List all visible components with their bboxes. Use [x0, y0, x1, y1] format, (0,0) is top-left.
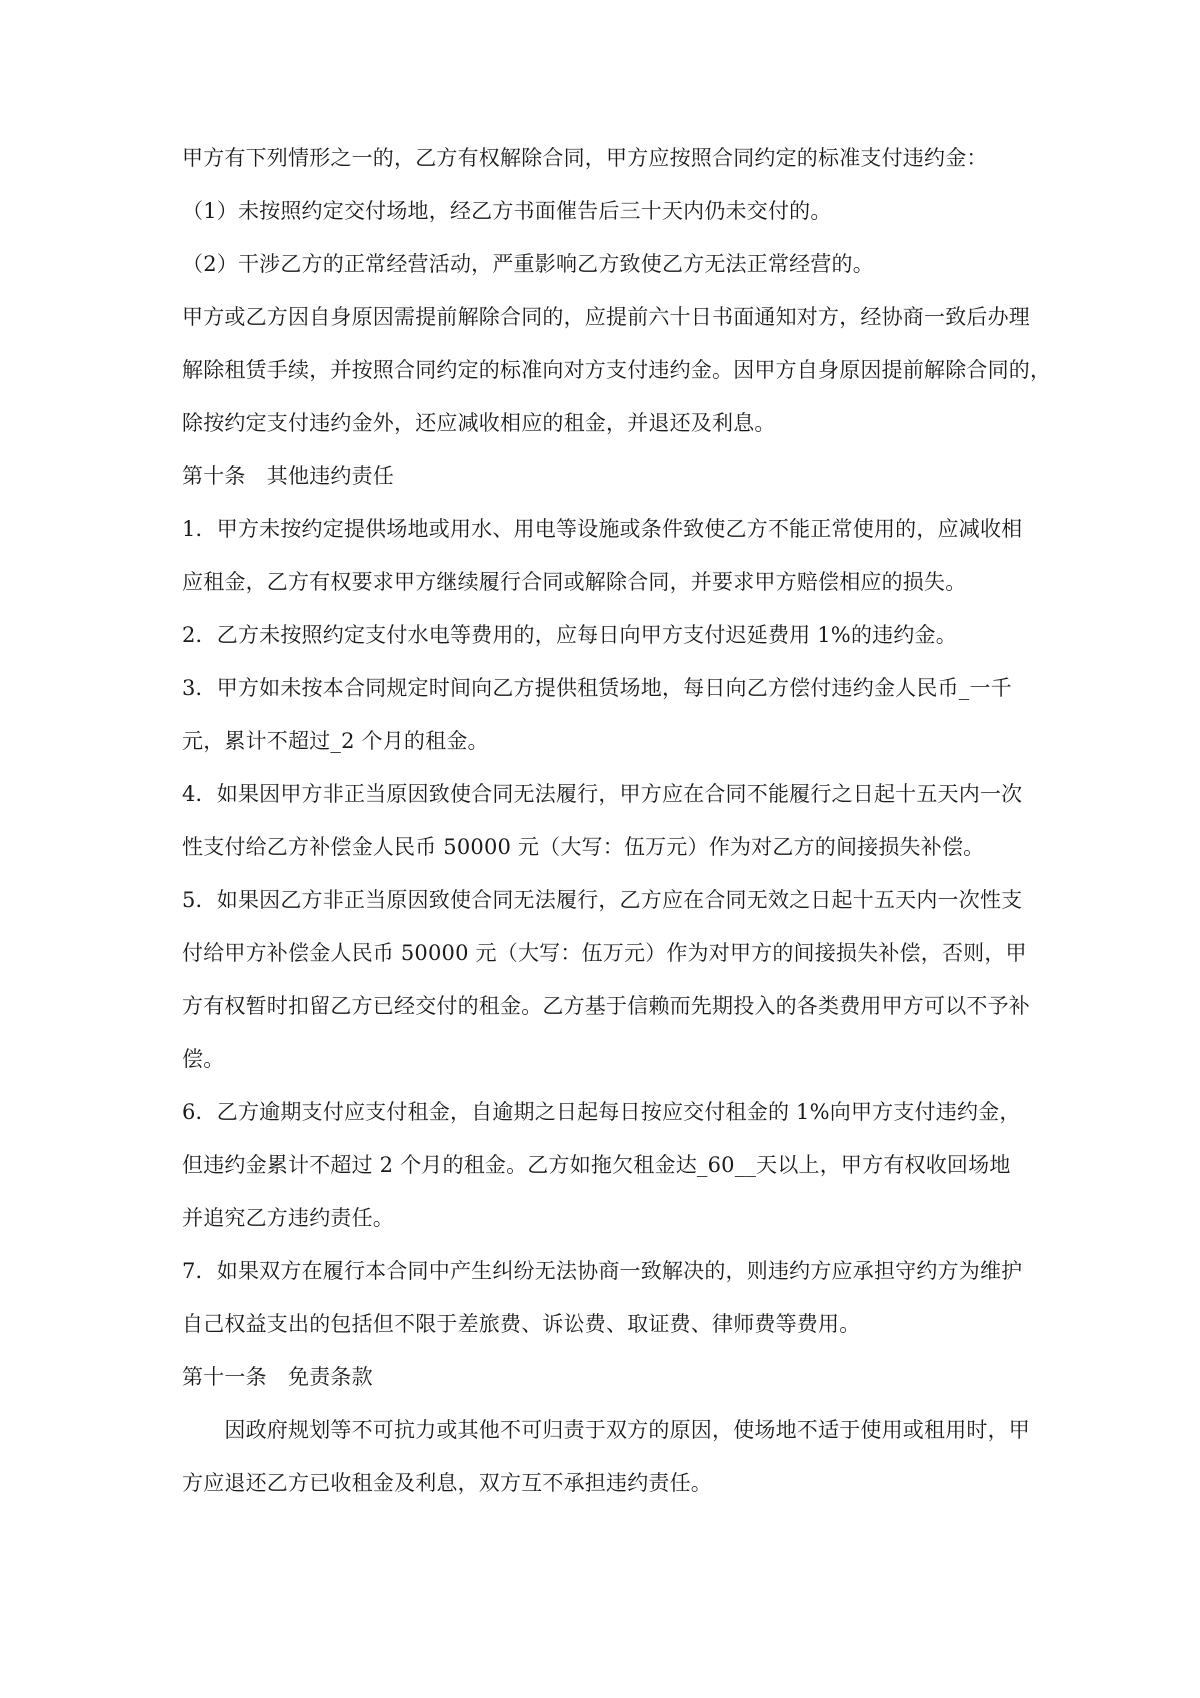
paragraph-line: 但违约金累计不超过 2 个月的租金。乙方如拖欠租金达_60__天以上，甲方有权收回场地 — [182, 1153, 1011, 1177]
section-heading: 第十一条 免责条款 — [182, 1365, 373, 1389]
paragraph-line: 自己权益支出的包括但不限于差旅费、诉讼费、取证费、律师费等费用。 — [182, 1312, 861, 1336]
paragraph-line: 解除租赁手续，并按照合同约定的标准向对方支付违约金。因甲方自身原因提前解除合同的， — [182, 358, 1052, 382]
paragraph-line: 5．如果因乙方非正当原因致使合同无法履行，乙方应在合同无效之日起十五天内一次性支 — [182, 888, 1023, 912]
paragraph-line: 4．如果因甲方非正当原因致使合同无法履行，甲方应在合同不能履行之日起十五天内一次 — [182, 782, 1023, 806]
paragraph-line: 并追究乙方违约责任。 — [182, 1206, 394, 1230]
paragraph-line: 7．如果双方在履行本合同中产生纠纷无法协商一致解决的，则违约方应承担守约方为维护 — [182, 1259, 1023, 1283]
paragraph-line: 除按约定支付违约金外，还应减收相应的租金，并退还及利息。 — [182, 411, 776, 435]
paragraph-line: 元，累计不超过_2 个月的租金。 — [182, 729, 489, 753]
paragraph-line: 6．乙方逾期支付应支付租金，自逾期之日起每日按应交付租金的 1%向甲方支付违约金， — [182, 1100, 1021, 1124]
paragraph-line: 付给甲方补偿金人民币 50000 元（大写：伍万元）作为对甲方的间接损失补偿，否则，甲 — [182, 941, 1027, 965]
paragraph-line: （2）干涉乙方的正常经营活动，严重影响乙方致使乙方无法正常经营的。 — [182, 252, 874, 276]
paragraph-line: 性支付给乙方补偿金人民币 50000 元（大写：伍万元）作为对乙方的间接损失补偿。 — [182, 835, 985, 859]
paragraph-line: 甲方或乙方因自身原因需提前解除合同的，应提前六十日书面通知对方，经协商一致后办理 — [182, 305, 1030, 329]
paragraph-line: 方有权暂时扣留乙方已经交付的租金。乙方基于信赖而先期投入的各类费用甲方可以不予补 — [182, 994, 1030, 1018]
paragraph-line: 偿。 — [182, 1047, 225, 1071]
paragraph-line: 方应退还乙方已收租金及利息，双方互不承担违约责任。 — [182, 1471, 712, 1495]
paragraph-line: 1．甲方未按约定提供场地或用水、用电等设施或条件致使乙方不能正常使用的，应减收相 — [182, 517, 1023, 541]
paragraph-line: 因政府规划等不可抗力或其他不可归责于双方的原因，使场地不适于使用或租用时，甲 — [182, 1418, 1030, 1442]
section-heading: 第十条 其他违约责任 — [182, 464, 394, 488]
paragraph-line: 甲方有下列情形之一的，乙方有权解除合同，甲方应按照合同约定的标准支付违约金： — [182, 146, 988, 170]
paragraph-line: 应租金，乙方有权要求甲方继续履行合同或解除合同，并要求甲方赔偿相应的损失。 — [182, 570, 967, 594]
paragraph-line: 2．乙方未按照约定支付水电等费用的，应每日向甲方支付迟延费用 1%的违约金。 — [182, 623, 957, 647]
paragraph-line: （1）未按照约定交付场地，经乙方书面催告后三十天内仍未交付的。 — [182, 199, 832, 223]
paragraph-line: 3．甲方如未按本合同规定时间向乙方提供租赁场地，每日向乙方偿付违约金人民币_一千 — [182, 676, 1012, 700]
